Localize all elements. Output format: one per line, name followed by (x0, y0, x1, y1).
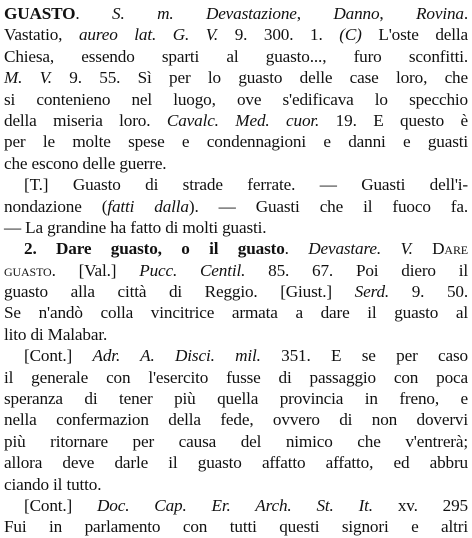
text-segment: L'oste della (361, 25, 469, 45)
text-line (4, 367, 468, 388)
text-line (4, 153, 468, 174)
text-segment: della miseria loro. (4, 110, 167, 130)
text-segment: il generale con l'esercito fusse di passaggio con poca (4, 367, 468, 387)
text-segment: lito di Malabar. (4, 324, 108, 344)
text-segment: M. V. (4, 68, 52, 88)
text-line (4, 495, 468, 516)
text-segment: fatti dalla (107, 196, 189, 216)
text-segment (413, 239, 432, 258)
text-line (4, 431, 468, 452)
text-line (4, 302, 468, 323)
text-segment: Vastatio, (4, 25, 79, 45)
text-segment: Se n'andò colla vincitrice armata a dare il guasto al (4, 303, 468, 323)
text-segment: aureo lat. G. V. (78, 25, 219, 45)
text-segment: Chiesa, essendo sparti al guasto..., furo sconfitti. (4, 46, 468, 66)
text-segment: Fui in parlamento con tutti questi signori e altri (4, 517, 468, 537)
text-segment: 2. Dare guasto, o il guasto (24, 239, 285, 259)
text-segment: . [Val.] (51, 260, 140, 280)
text-segment: Dare (432, 239, 468, 259)
text-segment: 9. 55. Sì per lo guasto delle case loro, che (51, 68, 468, 88)
text-segment: , (296, 4, 334, 23)
text-line (4, 89, 468, 110)
text-line (4, 516, 468, 537)
text-line (4, 474, 468, 495)
text-segment: più ritornare per causa del nimico che v'entrerà; (4, 431, 468, 451)
text-segment: GUASTO (4, 4, 76, 23)
text-segment: guasto alla città di Reggio. [Giust.] (4, 282, 355, 302)
text-segment: Devastare. V. (308, 239, 413, 259)
text-line (4, 217, 468, 238)
text-line (4, 131, 468, 152)
text-line (4, 24, 468, 45)
text-line (4, 281, 468, 302)
text-line (4, 238, 468, 259)
text-segment: . (463, 4, 468, 23)
text-line (4, 452, 468, 473)
text-segment: Serd. (354, 282, 390, 302)
text-segment: [T.] Guasto di strade ferrate. — Guasti dell'i- (24, 175, 468, 195)
text-segment: ). — Guasti che il fuoco fa. (188, 196, 468, 216)
text-line (4, 67, 468, 88)
text-segment: guasto (4, 260, 52, 280)
text-line (4, 324, 468, 345)
text-line (4, 409, 468, 430)
text-segment: 85. 67. Poi diero il (245, 260, 468, 280)
text-segment: 19. E questo è (319, 110, 468, 130)
text-segment: , (379, 4, 417, 23)
text-line (4, 345, 468, 366)
text-segment: . (284, 239, 309, 259)
text-segment: Adr. A. Disci. mil. (92, 346, 261, 366)
text-segment: [Cont.] (24, 346, 93, 366)
text-segment: per le molte spese e condennagioni e danni e guasti (4, 132, 468, 152)
text-line (4, 110, 468, 131)
text-line (4, 174, 468, 195)
text-segment: 9. 300. 1. (218, 25, 340, 45)
text-line (4, 196, 468, 217)
text-line (4, 260, 468, 281)
text-line (4, 388, 468, 409)
text-segment: allora deve darle il guasto affatto affatto, ed abbru (4, 453, 468, 473)
text-segment: Pucc. Centil. (139, 260, 246, 280)
text-segment: si contenieno nel luogo, ove s'edificava lo specchio (4, 89, 468, 109)
text-segment: [Cont.] (24, 495, 98, 515)
text-segment: nondazione ( (4, 196, 108, 216)
text-segment: . (75, 4, 112, 23)
text-segment: 351. E se per caso (260, 346, 468, 366)
text-line (4, 3, 468, 24)
text-segment: Danno (333, 4, 380, 23)
text-segment: xv. 295 (372, 495, 468, 515)
text-segment: speranza di tener più quella provincia in freno, e (4, 389, 468, 409)
text-segment: (C) (339, 25, 362, 45)
text-segment: 9. 50. (389, 282, 468, 302)
text-segment: che escono delle guerre. (4, 153, 167, 173)
text-segment: nella confermazion della fede, ovvero di non dovervi (4, 410, 468, 430)
text-segment: Rovina (416, 4, 464, 23)
text-line (4, 46, 468, 67)
text-segment: ciando il tutto. (4, 474, 102, 494)
text-segment: Cavalc. Med. cuor. (166, 110, 320, 130)
text-segment: S. m. Devastazione (112, 4, 297, 23)
text-segment: — La grandine ha fatto di molti guasti. (4, 217, 267, 237)
text-segment: Doc. Cap. Er. Arch. St. It. (97, 495, 373, 515)
